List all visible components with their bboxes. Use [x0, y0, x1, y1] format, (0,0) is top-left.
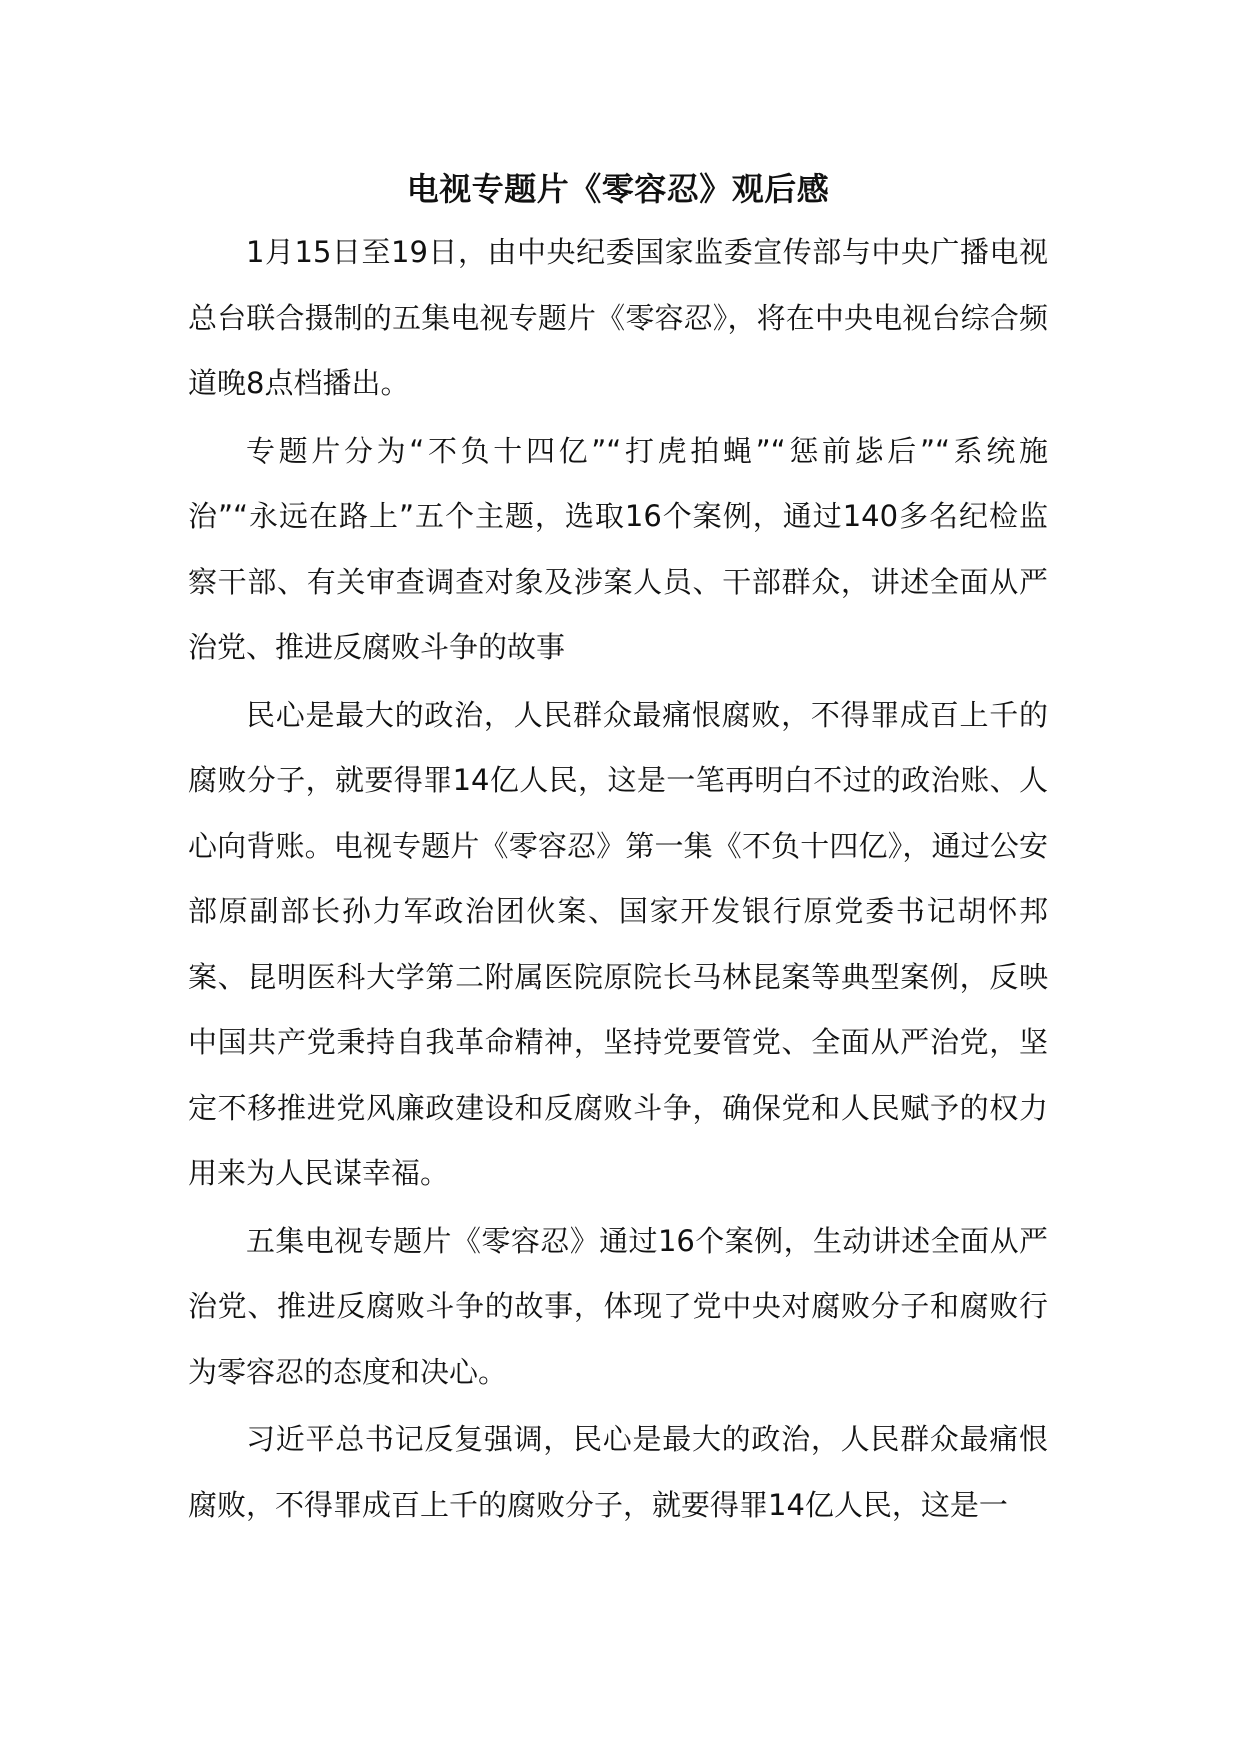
paragraph-4: 五集电视专题片《零容忍》通过16个案例，生动讲述全面从严治党、推进反腐败斗争的故事，体现了党中央对腐败分子和腐败行为零容忍的态度和决心。 — [188, 1223, 1048, 1389]
paragraph-1: 1月15日至19日，由中央纪委国家监委宣传部与中央广播电视总台联合摄制的五集电视专题片《零容忍》，将在中央电视台综合频道晚8点档播出。 — [188, 235, 1048, 400]
paragraph-3: 民心是最大的政治，人民群众最痛恨腐败，不得罪成百上千的腐败分子，就要得罪14亿人民，这是一笔再明白不过的政治账、人心向背账。电视专题片《零容忍》第一集《不负十四亿》，通过公安部原副部长孙力军政治团伙案、国家开发银行原党委书记胡怀邦案、昆明医科大学第二附属医院原院长马林昆案等典型案例，反映中国共产党秉持自我革命精神，坚持党要管党、全面从严治党，坚定不移推进党风廉政建设和反腐败斗争，确保党和人民赋予的权力用来为人民谋幸福。 — [188, 697, 1048, 1190]
paragraph-5: 习近平总书记反复强调，民心是最大的政治，人民群众最痛恨腐败，不得罪成百上千的腐败分子，就要得罪14亿人民，这是一 — [188, 1422, 1048, 1522]
document-page — [188, 160, 1048, 1538]
paragraph-2: 专题片分为“不负十四亿”“打虎拍蝇”“惩前毖后”“系统施治”“永远在路上”五个主题，选取16个案例，通过140多名纪检监察干部、有关审查调查对象及涉案人员、干部群众，讲述全面从严治党、推进反腐败斗争的故事 — [188, 433, 1048, 664]
document-title: 电视专题片《零容忍》观后感 — [406, 170, 830, 208]
